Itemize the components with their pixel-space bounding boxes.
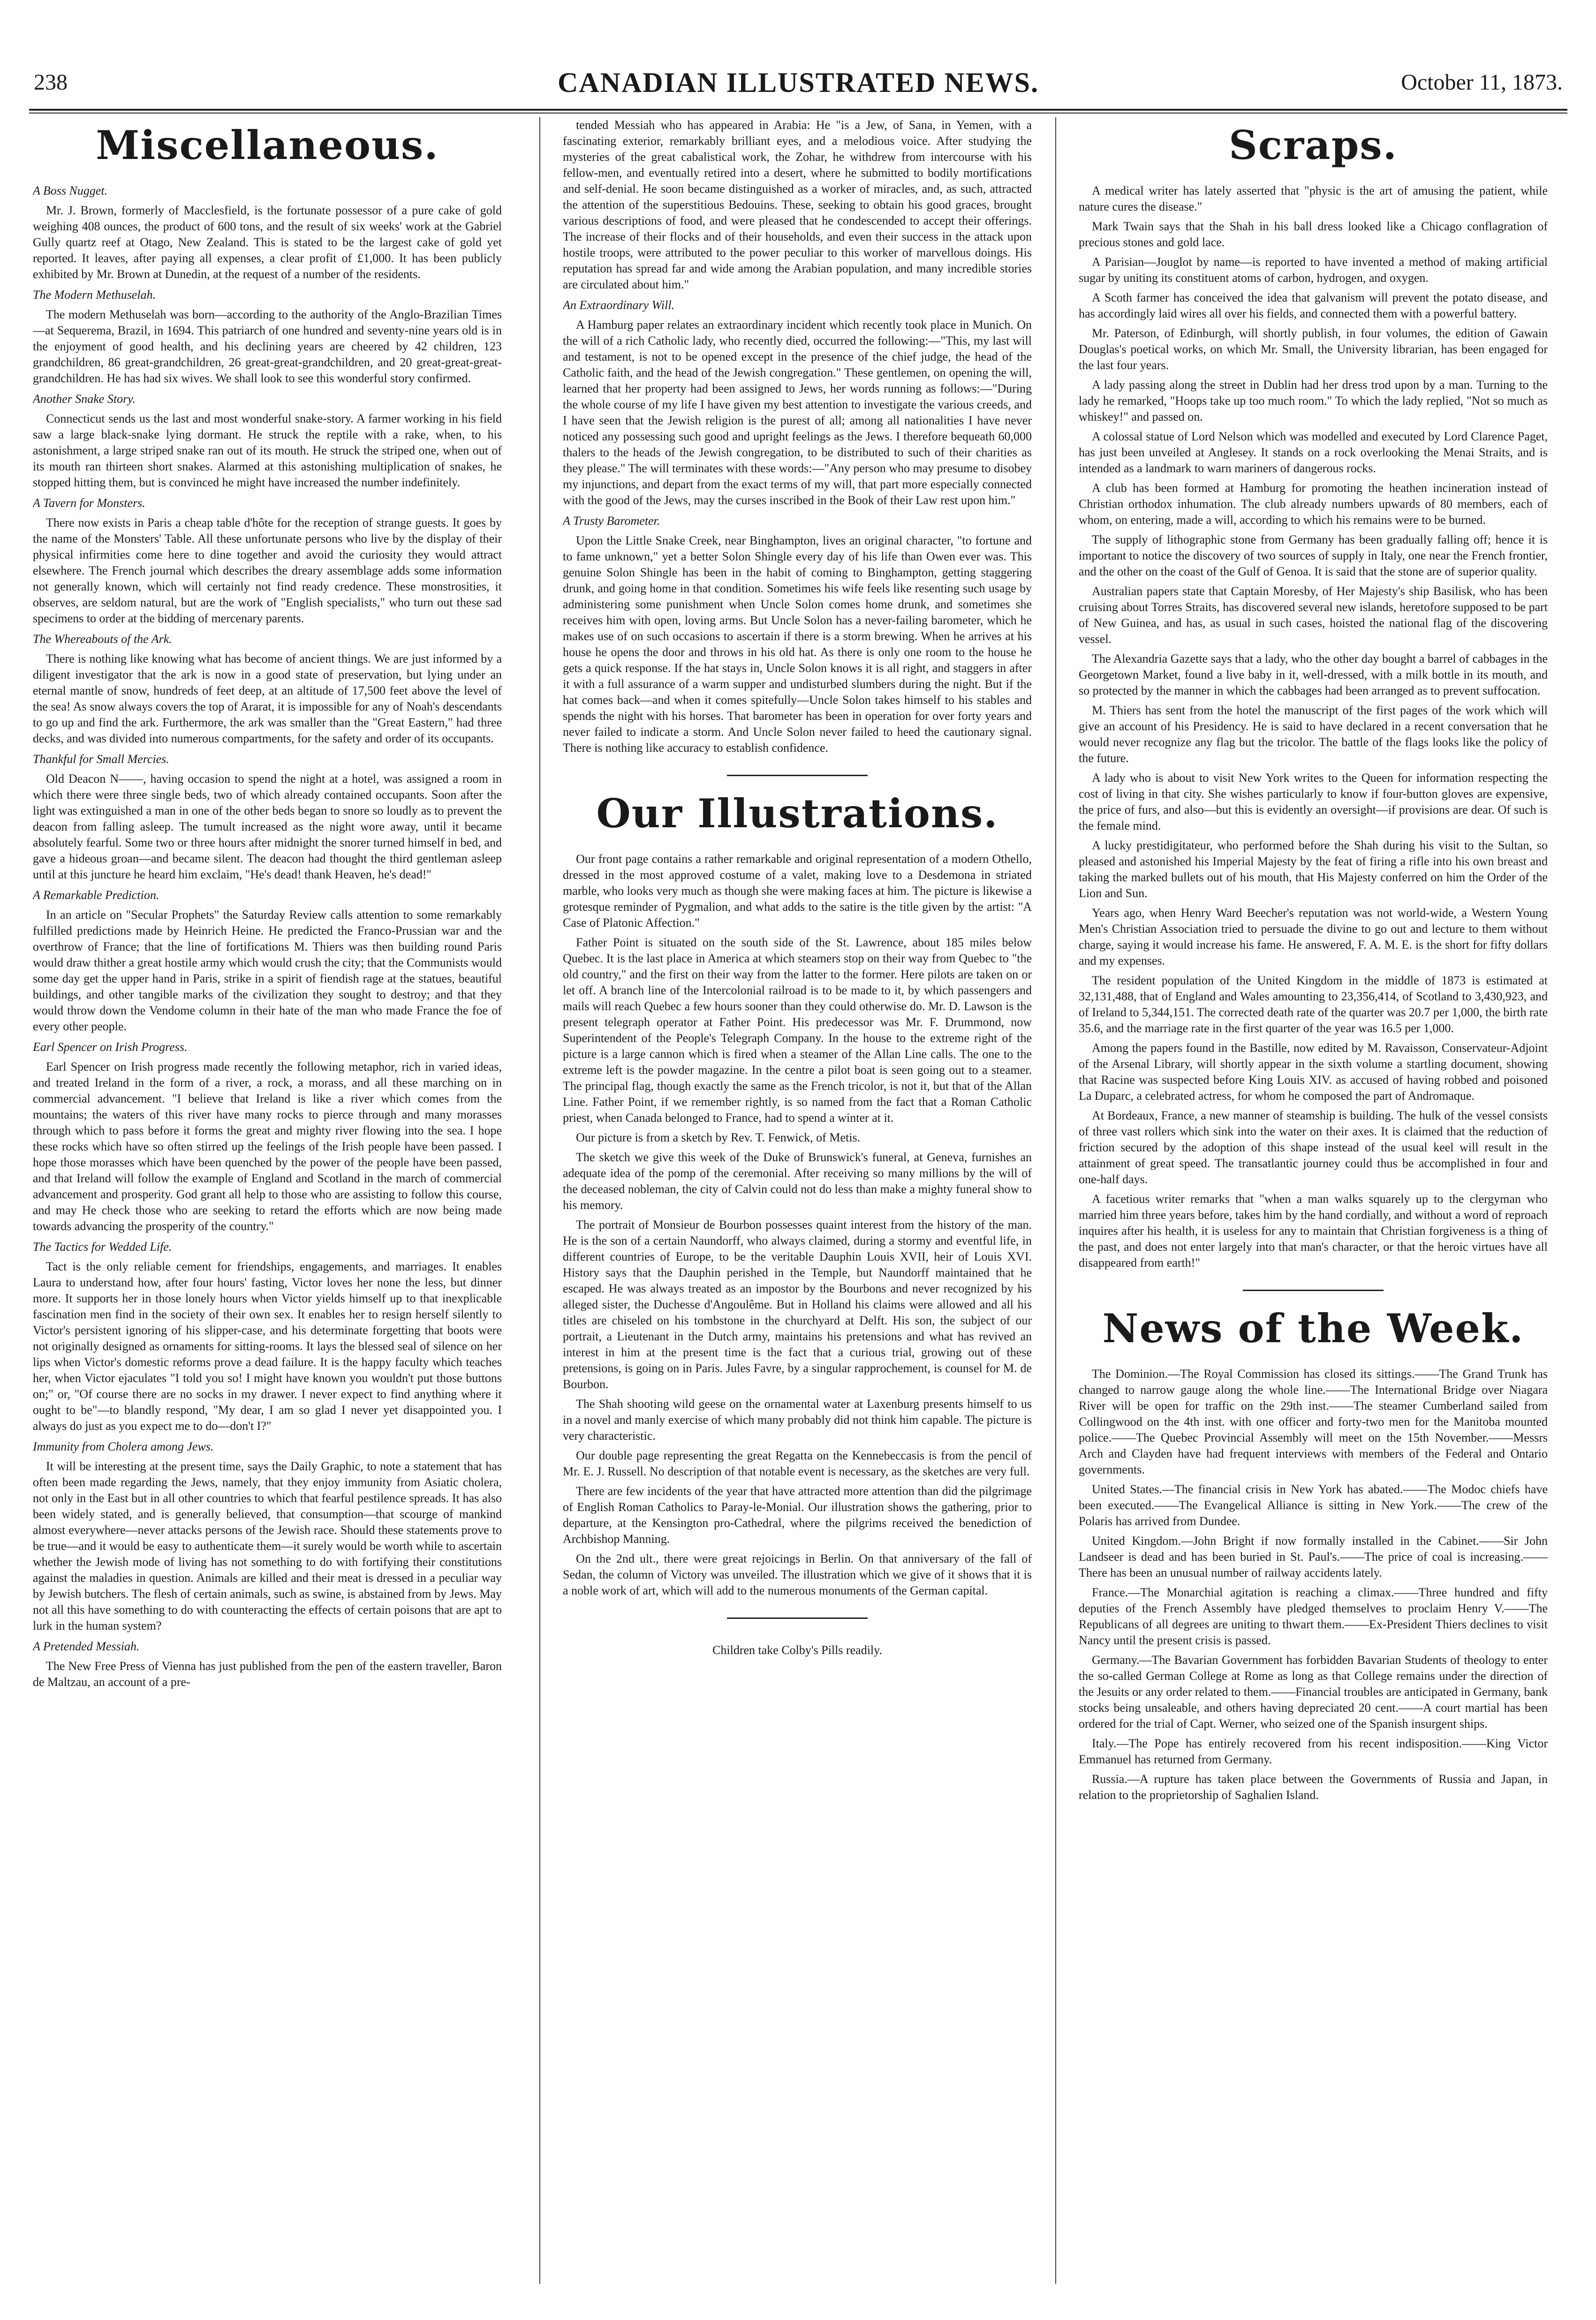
section-heading-scraps: Scraps. [1229,122,1398,168]
column-center [563,117,1032,2284]
paragraph: The Alexandria Gazette says that a lady, who the other day bought a barrel of cabbages in the Georgetown Market, found a live baby in it, well-dressed, with a milk bottle in its mouth, and so protected by the manner in which the cabbages had been arranged as to prevent suffocation. [1079,652,1548,697]
paragraph: Australian papers state that Captain Moresby, of Her Majesty's ship Basilisk, who has been cruising about Torres Straits, has discovered several new islands, heretofore supposed to be part of New Guinea, and has, as usual in such cases, hoisted the national flag of the discovering vessel. [1079,584,1548,646]
article-subheading: The Modern Methuselah. [33,288,156,302]
miscellaneous-continued [563,117,1032,756]
paragraph: A lucky prestidigitateur, who performed before the Shah during his visit to the Sultan, so pleased and astonished his Imperial Majesty by the feat of firing a rifle into his own breast and taking the marked bullets out of his mouth, that His Majesty conferred on him the Order of the Lion and Sun. [1079,839,1548,900]
article-paragraph: Father Point is situated on the south side of the St. Lawrence, about 185 miles below Quebec. It is the last place in America at which steamers stop on their way from Quebec to "the old country," and the first on their way from the latter to the former. Here pilots are taken on or let off. A branch line of the Intercolonial railroad is to be made to it, by which passengers and mails will reach Quebec a few hours sooner than they could otherwise do. Mr. D. Lawson is the present telegraph operator at Father Point. His predecessor was Mr. F. Drummond, now Superintendent of the People's Telegraph Company. In the house to the extreme right of the picture is a large cannon which is fired when a steamer of the Allan Line calls. The one to the extreme left is the powder magazine. In the centre a pilot boat is seen going out to a steamer. The principal flag, though exactly the same as the French tricolor, is not it, but that of the Allan Line. Father Point, if we remember rightly, is so named from the fact that a Roman Catholic priest, when Canada belonged to France, had to spend a winter at it. [563,936,1032,1125]
article-paragraph: The New Free Press of Vienna has just published from the pen of the eastern traveller, Baron de Maltzau, an account of a pre- [33,1659,502,1689]
page-number: 238 [34,70,68,95]
masthead [29,66,1567,108]
advert-line: Children take Colby's Pills readily. [712,1643,882,1657]
scraps-list [1079,183,1548,1271]
article-paragraph: In an article on "Secular Prophets" the Saturday Review calls attention to some remarkably fulfilled predictions made by Heinrich Heine. He predicted the Franco-Prussian war and the overthrow of France; that the line of fortifications M. Thiers was then building round Paris would draw thither a great hostile army which would crush the city; that the Communists would some day get the upper hand in Paris, strike in a spirit of fiendish rage at the statues, beautiful buildings, and other tangible marks of the civilization they sought to destroy; and that they would throw down the Vendome column in their hate of the man who made France the foe of every other people. [33,908,502,1033]
article-paragraph: Mr. J. Brown, formerly of Macclesfield, is the fortunate possessor of a pure cake of gold weighing 408 ounces, the product of 600 tons, and the result of six weeks' work at the Gabriel Gully quartz reef at Otago, New Zealand. This is stated to be the largest cake of gold yet reported. It leaves, after paying all expenses, a clear profit of £1,000. It has been publicly exhibited by Mr. Brown at Dunedin, at the request of a number of the residents. [33,204,502,281]
article-paragraph: Our double page representing the great Regatta on the Kennebeccasis is from the pencil of Mr. E. J. Russell. No description of that notable event is necessary, as the sketches are very full. [563,1449,1032,1478]
article-subheading: A Trusty Barometer. [563,514,660,528]
column-miscellaneous [33,117,502,2284]
article-subheading: An Extraordinary Will. [563,298,675,312]
column-divider [539,117,540,2284]
newspaper-title: CANADIAN ILLUSTRATED NEWS. [557,67,1039,98]
article-subheading: A Remarkable Prediction. [33,888,159,902]
section-heading-news-of-the-week: News of the Week. [1102,1305,1524,1352]
news-list [1079,1366,1548,1803]
article-paragraph: tended Messiah who has appeared in Arabia: He "is a Jew, of Sana, in Yemen, with a fascinating exterior, remarkably brilliant eyes, and a melodious voice. After studying the mysteries of the great cabalistical work, the Zohar, he withdrew from intercourse with his fellow-men, and eventually retired into a desert, where he submitted to bodily mortifications and self-denial. He soon became distinguished as a worker of miracles, and, as such, attracted the attention of the superstitious Bedouins. These, seeking to obtain his good graces, brought various descriptions of food, and were pleased that he condescended to accept their offerings. The increase of their flocks and of their households, and even their success in the attack upon hostile troops, were attributed to the power peculiar to this worker of marvellous doings. His reputation has spread far and wide among the Arabian population, and many incredible stories are circulated about him." [563,118,1032,291]
article-paragraph: The Shah shooting wild geese on the ornamental water at Laxenburg presents himself to us in a novel and manly exercise of which many probably did not think him capable. The picture is very characteristic. [563,1397,1032,1443]
article-paragraph: Old Deacon N——, having occasion to spend the night at a hotel, was assigned a room in which there were three single beds, two of which already contained occupants. Soon after the light was extinguished a man in one of the other beds began to snore so loudly as to prevent the deacon from falling asleep. The tumult increased as the night wore away, until it became absolutely fearful. Some two or three hours after midnight the snorer turned himself in bed, and gave a hideous groan—and became silent. The deacon had thought the third gentleman asleep until at this juncture he heard him exclaim, "He's dead! thank Heaven, he's dead!" [33,772,502,881]
article-paragraph: It will be interesting at the present time, says the Daily Graphic, to note a statement that has often been made regarding the Jews, namely, that they enjoy immunity from Asiatic cholera, not only in the East but in all other countries to which that fearful pestilence spreads. It has also been widely stated, and is generally believed, that consumption—that scourge of mankind almost everywhere—never attacks persons of the Jewish race. Should these statements prove to be true—and it would be easy to authenticate them—it surely would be worth while to ascertain whether the Jewish mode of living has not something to do with fortifying their constitutions against the maladies in question. Animals are killed and their meat is dressed in a peculiar way by Jewish butchers. The flesh of certain animals, such as swine, is abstained from by Jews. May not all this have something to do with counteracting the effects of certain poisons that are apt to lurk in the human system? [33,1459,502,1632]
article-paragraph: Tact is the only reliable cement for friendships, engagements, and marriages. It enables Laura to understand how, after four hours' fasting, Victor loves her none the less, but dinner more. It supports her in those lonely hours when Victor yields himself up to that inexplicable fascination men find in the society of their own sex. It enables her to resign herself silently to Victor's persistent ignoring of his slipper-case, and his determinate forgetting that boots were not originally designed as ornaments for sitting-rooms. It lays the blessed seal of silence on her lips when Victor's domestic reforms prove a dead failure. It is the happy faculty which teaches her, when Victor ejaculates "I told you so! I might have known you wouldn't put those buttons on;" or, "Of course there are no socks in my drawer. I never expect to find anything where it ought to be"—to blandly respond, "My dear, I am so glad I never yet disappointed you. I always do just as you expect me to do—don't I?" [33,1260,502,1433]
article-subheading: A Pretended Messiah. [33,1640,140,1653]
paragraph: A facetious writer remarks that "when a man walks squarely up to the clergyman who married him three years before, takes him by the hand cordially, and without a word of reproach inquires after his health, it is useless for any to maintain that Christian forgiveness is a thing of the past, and does not enter largely into that man's character, or that the heroic virtues have all disappeared from earth!" [1079,1192,1548,1270]
paragraph: A medical writer has lately asserted that "physic is the art of amusing the patient, while nature cures the disease." [1079,184,1548,213]
article-paragraph: The modern Methuselah was born—according to the authority of the Anglo-Brazilian Times—at Sequerema, Brazil, in 1694. This patriarch of one hundred and seventy-nine years old is in the enjoyment of good health, and his declining years are cheered by 42 children, 123 grandchildren, 86 great-grandchildren, 26 great-great-grandchildren, and 20 great-great-great-grandchildren. He has had six wives. We shall look to see this wonderful story confirmed. [33,308,502,385]
article-paragraph: A Hamburg paper relates an extraordinary incident which recently took place in Munich. On the will of a rich Catholic lady, who recently died, occurred the following:—"This, my last will and testament, is not to be opened except in the presence of the chief judge, the head of the Catholic faith, and the head of the Jewish congregation." These gentlemen, on opening the will, learned that her property had been assigned to Jews, her words running as follows:—"During the whole course of my life I have given my best attention to investigate the various creeds, and I have seen that the Jewish religion is the purest of all; among all nationalities I have never noticed any possessing such good and upright feelings as the Jews. I therefore bequeath 60,000 thalers to the heads of the Jewish congregation, to be distributed to such of their charities as they please." The will terminates with these words:—"Any person who may presume to disobey my injunctions, and depart from the exact terms of my will, that part more especially connected with the good of the Jews, may the curses inscribed in the Book of their Law rest upon him." [563,318,1032,507]
article-paragraph: There is nothing like knowing what has become of ancient things. We are just informed by a diligent investigator that the ark is now in a good state of preservation, but lying under an eternal mantle of snow, hundreds of feet deep, at an altitude of 17,500 feet above the level of the sea! As snow always covers the top of Ararat, it is impossible for any of Noah's descendants to go up and find the ark. Furthermore, the ark was smaller than the "Great Eastern," had three decks, and was divided into numerous compartments, for the safety and order of its occupants. [33,652,502,745]
article-subheading: Another Snake Story. [33,392,136,406]
masthead-rule [29,109,1567,111]
section-heading-our-illustrations: Our Illustrations. [596,790,998,837]
article-paragraph: There now exists in Paris a cheap table d'hôte for the reception of strange guests. It goes by the name of the Monsters' Table. All these unfortunate persons who live by the display of their physical infirmities come here to dine together and avoid the curiosity they would attract elsewhere. The French journal which describes the dreary assemblage adds some information not generally known, which will certainly not find ready credence. These monstrosities, it observes, are seldom natural, but are the work of "English specialists," who turn out these sad specimens to order at the bidding of mercenary parents. [33,516,502,625]
article-paragraph: On the 2nd ult., there were great rejoicings in Berlin. On that anniversary of the fall of Sedan, the column of Victory was unveiled. The illustration which we give of it shows that it is a noble work of art, which will add to the numerous monuments of the German capital. [563,1552,1032,1597]
paragraph: The Dominion.—The Royal Commission has closed its sittings.——The Grand Trunk has changed to narrow gauge along the whole line.——The International Bridge over Niagara River will be open for traffic on the 29th inst.——The steamer Cumberland sailed from Collingwood on the 4th inst. with one officer and forty-two men for the Manitoba mounted police.——The Quebec Provincial Assembly will meet on the 15th November.——Messrs Arch and Clayden have had frequent interviews with members of the Federal and Ontario governments. [1079,1367,1548,1476]
article-subheading: Immunity from Cholera among Jews. [33,1440,214,1453]
article-paragraph: The sketch we give this week of the Duke of Brunswick's funeral, at Geneva, furnishes an adequate idea of the pomp of the ceremonial. After receiving so many millions by the will of the deceased nobleman, the city of Calvin could not do less than make a mighty funeral show to his memory. [563,1150,1032,1212]
paragraph: The resident population of the United Kingdom in the middle of 1873 is estimated at 32,131,488, that of England and Wales amounting to 23,356,414, of Scotland to 3,430,923, and of Ireland to 5,344,151. The corrected death rate of the quarter was 20.7 per 1,000, the birth rate 35.6, and the marriage rate in the first quarter of the year was 16.5 per 1,000. [1079,974,1548,1035]
issue-date: October 11, 1873. [1401,70,1563,95]
article-subheading: A Boss Nugget. [33,184,108,197]
article-subheading: Earl Spencer on Irish Progress. [33,1040,188,1054]
paragraph: A Parisian—Jouglot by name—is reported to have invented a method of making artificial sugar by uniting its constituent atoms of carbon, hydrogen, and oxygen. [1079,255,1548,285]
article-paragraph: Our picture is from a sketch by Rev. T. Fenwick, of Metis. [576,1131,861,1144]
paragraph: Italy.—The Pope has entirely recovered from his recent indisposition.——King Victor Emmanuel has returned from Germany. [1079,1737,1548,1766]
article-paragraph: Connecticut sends us the last and most wonderful snake-story. A farmer working in his field saw a large black-snake lying dormant. He struck the reptile with a rake, when, to his astonishment, a large striped snake ran out of its mouth. He struck the striped one, when out of its mouth ran thirteen short snakes. Alarmed at this astonishing multiplication of snakes, he stopped hitting them, but is convinced he might have increased the number indefinitely. [33,412,502,489]
article-subheading: The Whereabouts of the Ark. [33,632,172,646]
article-paragraph: The portrait of Monsieur de Bourbon possesses quaint interest from the history of the man. He is the son of a certain Naundorff, who always claimed, during a stormy and eventful life, in different countries of Europe, to be the veritable Dauphin Louis XVII, heir of Louis XVI. History says that the Dauphin perished in the Temple, but Naundorff maintained that he escaped. He was always treated as an impostor by the Bourbons and never recognized by his alleged sister, the Duchesse d'Angoulême. But in Holland his claims were allowed and all his titles are chiseled on his tombstone in the churchyard at Delft. His son, the subject of our portrait, a Lieutenant in the Dutch army, maintains his pretensions and what has revived an interest in him at the present time is the fact that a curious trial, growing out of these pretensions, is going on in Paris. Jules Favre, by a singular rapprochement, is counsel for M. de Bourbon. [563,1218,1032,1391]
paragraph: Russia.—A rupture has taken place between the Governments of Russia and Japan, in relation to the proprietorship of Saghalien Island. [1079,1772,1548,1802]
paragraph: Among the papers found in the Bastille, now edited by M. Ravaisson, Conservateur-Adjoint of the Arsenal Library, will shortly appear in the sixth volume a startling document, showing that Racine was suspected before King Louis XIV. as accused of having robbed and poisoned La Duparc, a celebrated actress, for whom he composed the part of Andromaque. [1079,1041,1548,1103]
paragraph: A Scoth farmer has conceived the idea that galvanism will prevent the potato disease, and has accordingly laid wires all over his fields, and connected them with a powerful battery. [1079,291,1548,320]
paragraph: At Bordeaux, France, a new manner of steamship is building. The hulk of the vessel consists of three vast rollers which sink into the water on their axes. It is claimed that the reduction of friction secured by the adoption of this shape instead of the usual keel will result in the attainment of great speed. The transatlantic journey could thus be accomplished in four and one-half days. [1079,1109,1548,1186]
article-subheading: The Tactics for Wedded Life. [33,1240,172,1254]
article-paragraph: Our front page contains a rather remarkable and original representation of a modern Othello, dressed in the most approved costume of a valet, making love to a Desdemona in striated marble, who looks very much as though she were making faces at him. The picture is likewise a grotesque reminder of Pygmalion, and what adds to the satire is the title given by the artist: "A Case of Platonic Affection." [563,852,1032,930]
section-rule [1243,1290,1384,1291]
illustrations-articles [563,851,1032,1599]
paragraph: United States.—The financial crisis in New York has abated.——The Modoc chiefs have been executed.——The Evangelical Alliance is sitting in New York.——The crew of the Polaris has arrived from Dundee. [1079,1482,1548,1528]
paragraph: M. Thiers has sent from the hotel the manuscript of the first pages of the work which will give an account of his Presidency. He is said to have declared in a recent conversation that he would never recognize any flag but the tricolor. The battle of the flags looks like the policy of the future. [1079,703,1548,765]
article-paragraph: There are few incidents of the year that have attracted more attention than did the pilgrimage of English Roman Catholics to Paray-le-Monial. Our illustration shows the gathering, prior to departure, at the Kensington pro-Cathedral, where the pilgrims received the benediction of Archbishop Manning. [563,1484,1032,1546]
column-scraps-news [1079,117,1548,2284]
section-rule [727,1617,868,1619]
section-rule [727,775,868,776]
miscellaneous-articles [33,183,502,1690]
paragraph: Germany.—The Bavarian Government has forbidden Bavarian Students of theology to enter the so-called German College at Rome as long as that College remains under the direction of the Jesuits or any order related to them.——Financial troubles are anticipated in Germany, bank stocks being unsaleable, and others having depreciated 20 cent.——A court martial has been ordered for the trial of Capt. Werner, who seized one of the Spanish insurgent ships. [1079,1653,1548,1731]
paragraph: The supply of lithographic stone from Germany has been gradually falling off; hence it is important to notice the discovery of two sources of supply in Italy, one near the French frontier, and the other on the coast of the Gulf of Genoa. It is said that the stone are of superior quality. [1079,533,1548,578]
column-divider [1055,117,1056,2284]
paragraph: Years ago, when Henry Ward Beecher's reputation was not world-wide, a Western Young Men's Christian Association tried to persuade the divine to go out and lecture to them without charge, saying it would increase his fame. He answered, F. A. M. E. is the short for fifty dollars and my expenses. [1079,906,1548,967]
paragraph: A lady passing along the street in Dublin had her dress trod upon by a man. Turning to the lady he remarked, "Hoops take up too much room." To which the lady replied, "Not so much as whiskey!" and passed on. [1079,378,1548,423]
paragraph: A club has been formed at Hamburg for promoting the heathen incineration instead of Christian orthodox inhumation. The club already numbers upwards of 80 members, each of whom, on entering, made a will, according to which his remains were to be burned. [1079,481,1548,527]
paragraph: France.—The Monarchial agitation is reaching a climax.——Three hundred and fifty deputies of the French Assembly have pledged themselves to proclaim Henry V.——The Republicans of all degrees are uniting to thwart them.——Ex-President Thiers declines to visit Nancy until the present crisis is passed. [1079,1586,1548,1647]
section-heading-miscellaneous: Miscellaneous. [96,122,439,168]
paragraph: A lady who is about to visit New York writes to the Queen for information respecting the cost of living in that city. She wishes particularly to know if four-button gloves are expensive, the price of furs, and also—but this is evidently an oversight—if provisions are dear. Of such is the female mind. [1079,771,1548,832]
paragraph: United Kingdom.—John Bright if now formally installed in the Cabinet.——Sir John Landseer is dead and has been buried in St. Paul's.——The price of coal is increasing.——There has been an unusual number of railway accidents lately. [1079,1534,1548,1579]
paragraph: Mark Twain says that the Shah in his ball dress looked like a Chicago conflagration of precious stones and gold lace. [1079,219,1548,249]
paragraph: A colossal statue of Lord Nelson which was modelled and executed by Lord Clarence Paget, has just been unveiled at Anglesey. It stands on a rock overlooking the Menai Straits, and is intended as a landmark to warn mariners of dangerous rocks. [1079,430,1548,475]
article-subheading: A Tavern for Monsters. [33,496,145,510]
article-paragraph: Earl Spencer on Irish progress made recently the following metaphor, rich in varied ideas, and treated Ireland in the form of a river, a rock, a morass, and all these marching on in commercial advancement. "I believe that Ireland is like a river which comes from the mountains; the waters of this river have many rocks to pierce through and many morasses through which to pass before it forms the great and mighty river flowing into the sea. I hope these rocks which have so often stirred up the feelings of the Irish people have been passed. I hope those morasses which have been quenched by the power of the people have been passed, and that Ireland will follow the example of England and Scotland in the march of commercial advancement and prosperity. God grant all help to those who are assisting to follow this course, and may He check those who are seeking to retard the efforts which are now being made towards advancing the prosperity of the country." [33,1060,502,1233]
article-paragraph: Upon the Little Snake Creek, near Binghampton, lives an original character, "to fortune and to fame unknown," yet a better Solon Shingle every day of his life than Owen ever was. This genuine Solon Shingle has been in the habit of coming to Binghampton, getting staggering drunk, and going home in that condition. Sometimes his wife feels like resenting such usage by administering some punishment when Uncle Solon comes home drunk, and sometimes she receives him with open, loving arms. But Uncle Solon has a never-failing barometer, which he makes use of on such occasions to ascertain if there is a storm brewing. When he arrives at his house he opens the door and throws in his old hat. As there is only one room to the house he gets a quick response. If the hat stays in, Uncle Solon knows it is all right, and staggers in after it with a full assurance of a warm supper and undisturbed slumbers during the night. But if the hat comes back—and when it comes spitefully—Uncle Solon takes himself to his stables and spends the night with his horses. That barometer has been in operation for over forty years and never failed to indicate a storm. And Uncle Solon never failed to heed the cautionary signal. There is nothing like accuracy to establish confidence. [563,534,1032,755]
paragraph: Mr. Paterson, of Edinburgh, will shortly publish, in four volumes, the edition of Gawain Douglas's poetical works, on which Mr. Small, the University librarian, has been engaged for the last four years. [1079,326,1548,372]
article-subheading: Thankful for Small Mercies. [33,752,169,766]
